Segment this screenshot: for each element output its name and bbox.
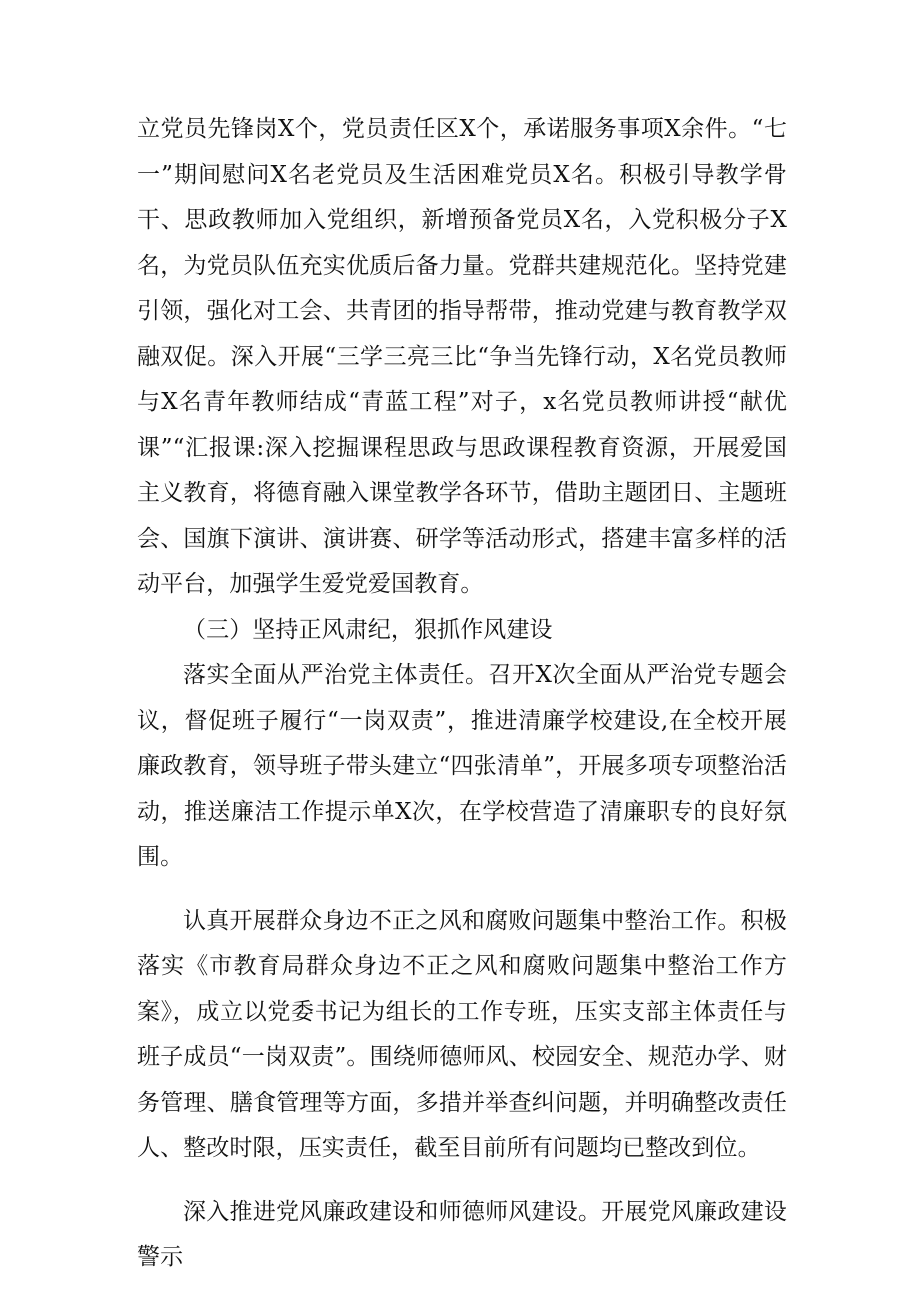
- document-body: [137, 107, 787, 1281]
- paragraph-spacer: [137, 881, 787, 899]
- body-paragraph-strict-governance: 落实全面从严治党主体责任。召开X次全面从严治党专题会议，督促班子履行“一岗双责”，推进清廉学校建设,在全校开展廉政教育，领导班子带头建立“四张清单”，开展多项专项整治活动，推送廉洁工作提示单X次，在学校营造了清廉职专的良好氛围。: [137, 662, 787, 870]
- body-paragraph-integrity-building: 深入推进党风廉政建设和师德师风建设。开展党风廉政建设警示: [137, 1198, 787, 1270]
- section-heading-3: （三）坚持正风肃纪，狠抓作风建设: [183, 616, 553, 643]
- paragraph-spacer: [137, 1172, 787, 1190]
- body-paragraph-party-members: 立党员先锋岗X个，党员责任区X个，承诺服务事项X余件。“七一”期间慰问X名老党员及生活困难党员X名。积极引导教学骨干、思政教师加入党组织，新增预备党员X名，入党积极分子X名，为党员队伍充实优质后备力量。党群共建规范化。坚持党建引领，强化对工会、共青团的指导帮带，推动党建与教育教学双融双促。深入开展“三学三亮三比“争当先锋行动，X名党员教师与X名青年教师结成“青蓝工程”对子，x名党员教师讲授“献优课”“汇报课:深入挖掘课程思政与思政课程教育资源，开展爱国主义教育，将德育融入课堂教学各环节，借助主题团日、主题班会、国旗下演讲、演讲赛、研学等活动形式，搭建丰富多样的活动平台，加强学生爱党爱国教育。: [137, 116, 787, 597]
- body-paragraph-rectification: 认真开展群众身边不正之风和腐败问题集中整治工作。积极落实《市教育局群众身边不正之风和腐败问题集中整治工作方案》，成立以党委书记为组长的工作专班，压实支部主体责任与班子成员“一岗双责”。围绕师德师风、校园安全、规范办学、财务管理、膳食管理等方面，多措并举查纠问题，并明确整改责任人、整改时限，压实责任，截至目前所有问题均已整改到位。: [137, 907, 787, 1161]
